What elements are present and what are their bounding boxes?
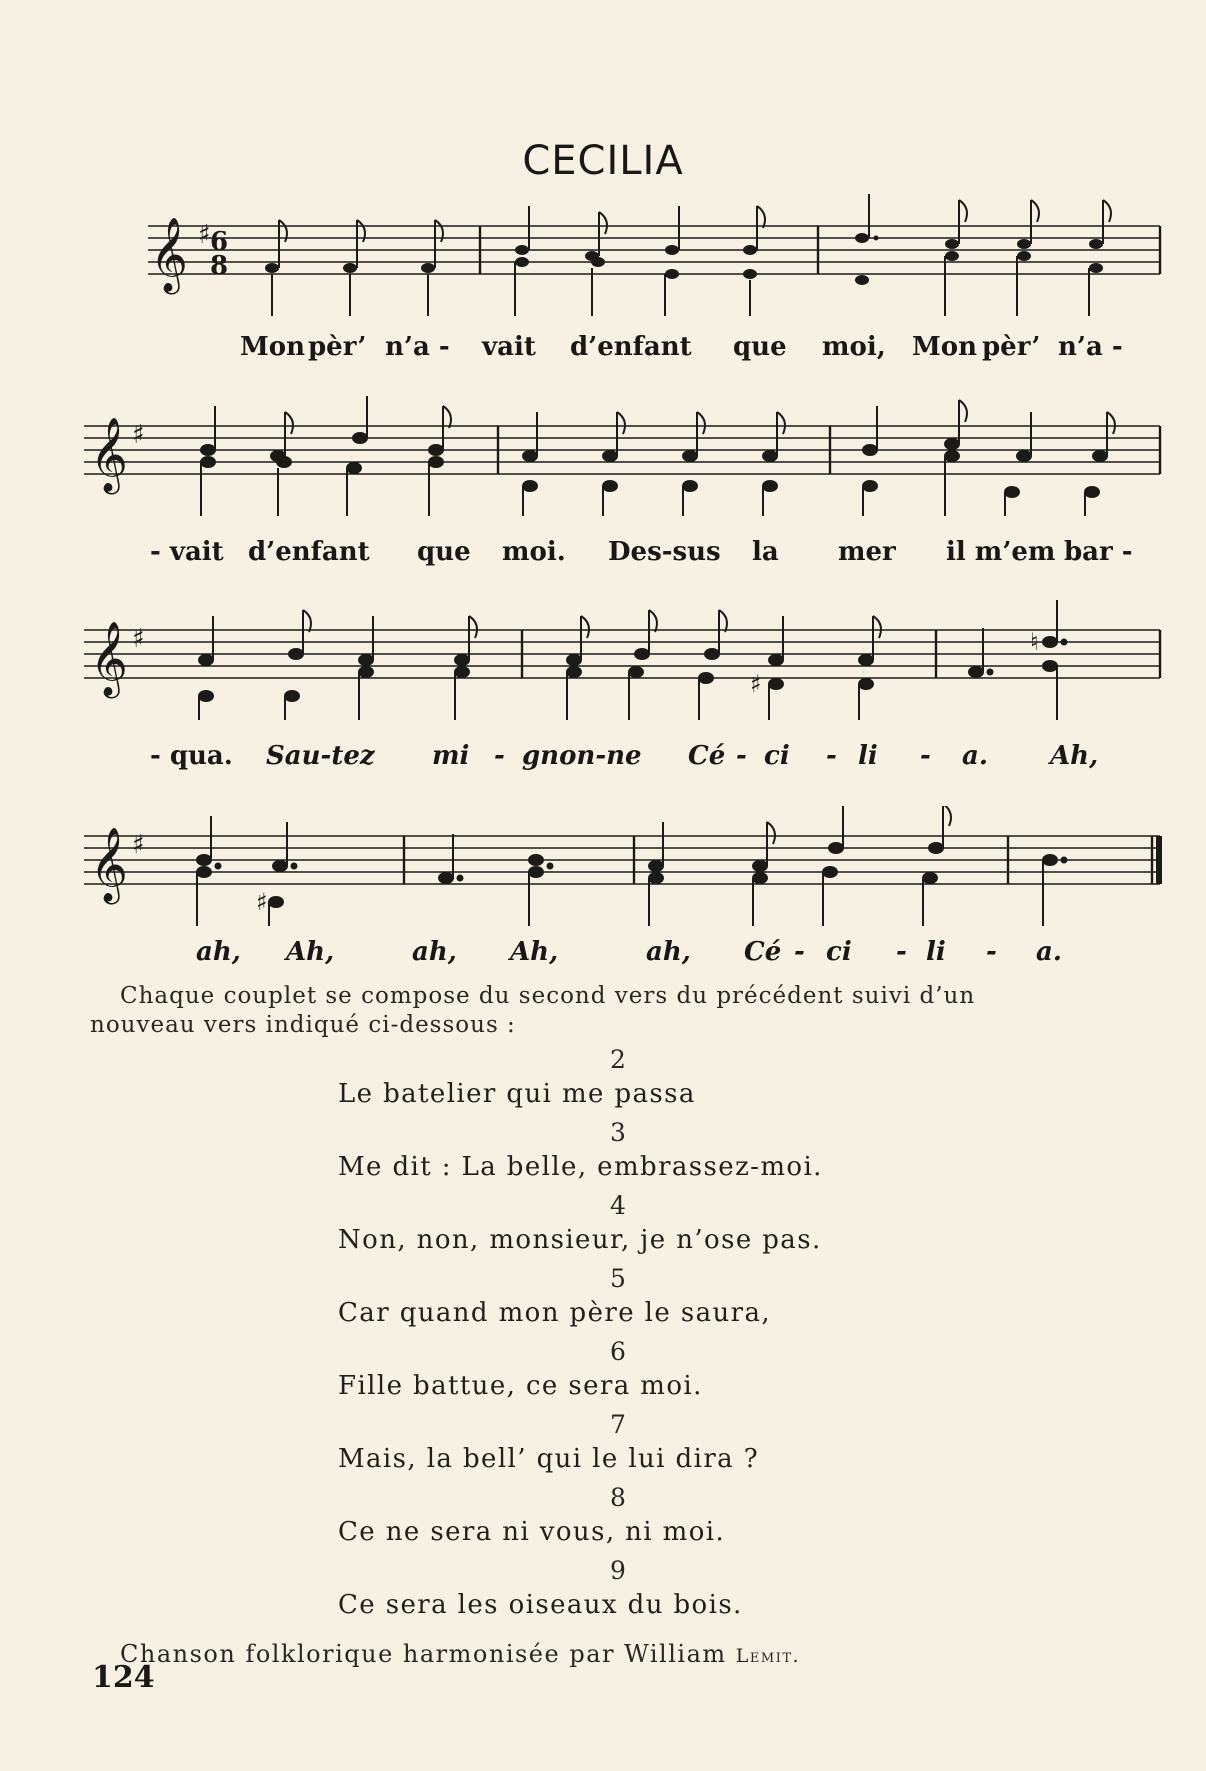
treble-clef-icon: 𝄞 xyxy=(90,828,128,902)
lyric-syllable: Cé xyxy=(688,741,726,771)
sharp-icon: ♯ xyxy=(132,830,145,860)
final-barline xyxy=(1156,836,1162,884)
verse-text: Ce ne sera ni vous, ni moi. xyxy=(338,1517,726,1547)
lyric-syllable: - xyxy=(826,741,837,771)
sharp-icon: ♯ xyxy=(750,670,762,698)
verse-number: 4 xyxy=(610,1191,626,1220)
verse xyxy=(0,1191,1206,1264)
time-signature-bottom: 8 xyxy=(210,251,229,281)
verse-number: 3 xyxy=(610,1118,626,1147)
lyric-syllable: pèr’ xyxy=(982,332,1041,362)
lyric-syllable: ah, xyxy=(196,937,241,967)
lyric-syllable: bar - xyxy=(1064,537,1133,567)
lyric-syllable: - xyxy=(736,741,747,771)
page-number: 124 xyxy=(92,1660,155,1695)
verse xyxy=(0,1045,1206,1118)
lyric-syllable: d’enfant xyxy=(248,537,370,567)
lyric-syllable: vait xyxy=(482,332,536,362)
lyric-syllable: Sau-tez xyxy=(266,741,375,771)
staff-3-notation xyxy=(0,600,1206,740)
verses-list xyxy=(0,1045,1206,1629)
treble-clef-icon: 𝄞 xyxy=(150,218,188,292)
verse-number: 2 xyxy=(610,1045,626,1074)
lyric-syllable: que xyxy=(733,332,787,362)
verse-number: 8 xyxy=(610,1483,626,1512)
lyric-syllable: moi. xyxy=(502,537,566,567)
verse xyxy=(0,1264,1206,1337)
lyric-syllable: - xyxy=(986,937,997,967)
verse-number: 6 xyxy=(610,1337,626,1366)
verse-text: Ce sera les oiseaux du bois. xyxy=(338,1590,743,1620)
staff-2-notation xyxy=(0,396,1206,536)
credit-line xyxy=(120,1640,800,1668)
lyric-syllable: Ah, xyxy=(1050,741,1099,771)
lyric-syllable: Des-sus xyxy=(608,537,721,567)
time-signature-top: 6 xyxy=(210,227,229,257)
lyric-syllable: pèr’ xyxy=(308,332,367,362)
lyric-syllable: ah, xyxy=(646,937,691,967)
treble-clef-icon: 𝄞 xyxy=(90,418,128,492)
verse xyxy=(0,1337,1206,1410)
lyric-syllable: Mon xyxy=(912,332,978,362)
lyric-syllable: - xyxy=(794,937,805,967)
lyric-syllable: mi xyxy=(432,741,470,771)
lyric-syllable: - vait xyxy=(150,537,224,567)
lyric-syllable: Ah, xyxy=(510,937,559,967)
staff-system-2 xyxy=(0,396,1206,536)
verse-text: Me dit : La belle, embrassez-moi. xyxy=(338,1152,823,1182)
verse xyxy=(0,1556,1206,1629)
lyric-syllable: Ah, xyxy=(286,937,335,967)
lyric-syllable: li xyxy=(926,937,946,967)
verse-text: Non, non, monsieur, je n’ose pas. xyxy=(338,1225,822,1255)
song-title: CECILIA xyxy=(522,138,684,184)
sharp-icon: ♯ xyxy=(132,624,145,654)
intro-paragraph xyxy=(90,982,1150,1040)
credit-name: Lemit. xyxy=(735,1645,801,1667)
verse xyxy=(0,1118,1206,1191)
staff-1-notation xyxy=(0,190,1206,330)
lyric-syllable: moi, xyxy=(822,332,886,362)
staff-system-3 xyxy=(0,600,1206,740)
sharp-icon: ♯ xyxy=(132,420,145,450)
lyric-syllable: la xyxy=(752,537,779,567)
lyric-syllable: Mon xyxy=(240,332,306,362)
staff-system-1 xyxy=(0,190,1206,330)
lyric-syllable: ci xyxy=(764,741,790,771)
lyric-syllable: que xyxy=(417,537,471,567)
lyric-syllable: il m’em xyxy=(946,537,1056,567)
lyric-syllable: - xyxy=(920,741,931,771)
intro-line-1: Chaque couplet se compose du second vers du précédent suivi d’un xyxy=(120,983,976,1009)
lyric-syllable: d’enfant xyxy=(570,332,692,362)
staff-system-4 xyxy=(0,806,1206,946)
intro-line-2: nouveau vers indiqué ci-dessous : xyxy=(90,1012,516,1038)
verse-number: 9 xyxy=(610,1556,626,1585)
verse xyxy=(0,1410,1206,1483)
lyric-syllable: n’a - xyxy=(1058,332,1123,362)
natural-icon: ♮ xyxy=(1030,628,1039,656)
lyric-syllable: gnon-ne xyxy=(522,741,642,771)
lyric-syllable: n’a - xyxy=(385,332,450,362)
verse-number: 5 xyxy=(610,1264,626,1293)
sharp-icon: ♯ xyxy=(256,888,268,916)
verse-text: Le batelier qui me passa xyxy=(338,1079,696,1109)
lyric-syllable: a. xyxy=(1036,937,1062,967)
lyric-syllable: a. xyxy=(962,741,988,771)
lyric-syllable: - xyxy=(896,937,907,967)
treble-clef-icon: 𝄞 xyxy=(90,622,128,696)
verse-text: Fille battue, ce sera moi. xyxy=(338,1371,703,1401)
lyric-syllable: ci xyxy=(826,937,852,967)
verse-number: 7 xyxy=(610,1410,626,1439)
lyric-syllable: Cé xyxy=(744,937,782,967)
sharp-icon: ♯ xyxy=(198,220,211,250)
credit-text: Chanson folklorique harmonisée par William xyxy=(120,1640,727,1668)
staff-4-notation xyxy=(0,806,1206,946)
lyric-syllable: li xyxy=(858,741,878,771)
lyric-syllable: mer xyxy=(838,537,896,567)
verse-text: Mais, la bell’ qui le lui dira ? xyxy=(338,1444,760,1474)
verse-text: Car quand mon père le saura, xyxy=(338,1298,772,1328)
verse xyxy=(0,1483,1206,1556)
lyric-syllable: - xyxy=(494,741,505,771)
lyric-syllable: ah, xyxy=(412,937,457,967)
lyric-syllable: - qua. xyxy=(150,741,233,771)
